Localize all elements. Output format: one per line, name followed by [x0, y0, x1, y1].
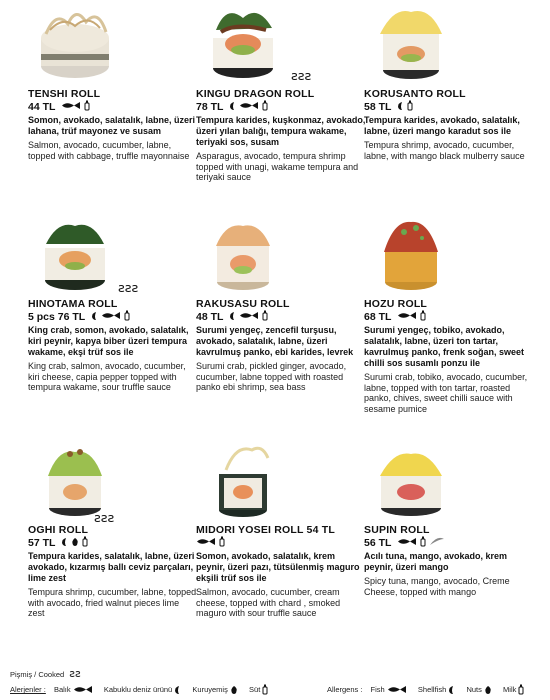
supin-roll-image	[364, 440, 459, 520]
legend-nuts: Kuruyemiş	[192, 685, 239, 694]
milk-icon	[124, 310, 130, 324]
menu-item	[364, 440, 534, 597]
item-name: OGHI ROLL	[28, 524, 89, 536]
item-name: HINOTAMA ROLL	[28, 298, 118, 310]
legend-fish: Balık	[54, 685, 94, 694]
item-description-tr: Tempura karides, avokado, salatalık, labne, üzeri mango karadut sos ile	[364, 115, 520, 136]
shellfish-icon	[229, 311, 236, 324]
cooked-icon: ꙅꙅꙅ	[94, 510, 115, 525]
cooked-icon: ꙅꙅꙅ	[291, 68, 312, 83]
item-name: RAKUSASU ROLL	[196, 298, 290, 310]
korusanto-roll-image	[364, 4, 459, 84]
menu-item	[28, 4, 198, 161]
legend-fish: Fish	[371, 685, 408, 694]
milk-icon	[262, 310, 268, 324]
sushi-photo	[196, 4, 312, 84]
item-description-tr: Surumi yengeç, tobiko, avokado, salatalık, labne, üzeri ton tartar, kavrulmuş panko, frenk soğan, sweet chilli sos susamlı ponzu ile	[364, 325, 525, 368]
shellfish-icon	[174, 685, 181, 697]
item-description-en: Spicy tuna, mango, avocado, Creme Cheese, topped with mango	[364, 576, 510, 597]
allergen-icons	[61, 100, 93, 114]
item-price: 5 pcs 76 TL	[28, 310, 198, 324]
milk-icon	[82, 536, 88, 550]
menu-item	[28, 440, 198, 619]
kingu-dragon-roll-image	[196, 4, 291, 84]
menu-item	[196, 214, 366, 393]
sushi-photo	[28, 4, 123, 84]
item-price: 58 TL	[364, 100, 534, 114]
cooked-legend	[10, 667, 81, 680]
tenshi-roll-image	[28, 4, 123, 84]
milk-icon	[420, 536, 426, 550]
legend-shellfish: Shellfish	[418, 685, 456, 694]
allergens-en-label: Allergens :	[327, 685, 363, 695]
sushi-photo	[364, 440, 459, 520]
allergen-icons	[229, 310, 271, 324]
item-price: 78 TL	[196, 100, 366, 114]
sushi-photo	[196, 440, 291, 520]
milk-icon	[262, 100, 268, 114]
hozu-roll-image	[364, 214, 459, 294]
item-name: KINGU DRAGON ROLL	[196, 88, 315, 100]
item-price	[196, 536, 366, 550]
item-description-tr: Acılı tuna, mango, avokado, krem peynir, üzeri mango	[364, 551, 508, 572]
legend-shellfish: Kabuklu deniz ürünü	[104, 685, 182, 694]
menu-item	[28, 214, 198, 393]
item-description-en: Surumi crab, pickled ginger, avocado, cucumber, labne topped with roasted panko ebi shrimp, sea bass	[196, 361, 347, 392]
allergen-icons	[397, 100, 416, 114]
milk-icon	[219, 536, 225, 550]
fish-icon	[196, 537, 216, 549]
item-price: 44 TL	[28, 100, 198, 114]
item-description-tr: Somon, avokado, salatalık, krem peynir, üzeri pazı, tütsülenmiş maguro ekşili trüf sos ile	[196, 551, 360, 583]
nuts-icon	[230, 685, 238, 697]
milk-icon	[84, 100, 90, 114]
item-name: KORUSANTO ROLL	[364, 88, 466, 100]
oghi-roll-image	[28, 440, 123, 520]
item-price: 57 TL	[28, 536, 198, 550]
hinotama-roll-image	[28, 214, 123, 294]
milk-icon	[420, 310, 426, 324]
item-name: MIDORI YOSEI ROLL 54 TL	[196, 524, 335, 536]
rakusasu-roll-image	[196, 214, 291, 294]
shellfish-icon	[448, 685, 455, 697]
item-price: 48 TL	[196, 310, 366, 324]
fish-icon	[61, 101, 81, 113]
milk-icon	[262, 684, 268, 697]
sushi-photo	[364, 4, 459, 84]
fish-icon	[387, 685, 407, 696]
allergen-icons	[196, 536, 228, 550]
fish-icon	[397, 537, 417, 549]
item-price: 56 TL	[364, 536, 534, 550]
item-price: 68 TL	[364, 310, 534, 324]
shellfish-icon	[397, 101, 404, 114]
item-description-en: King crab, salmon, avocado, cucumber, kiri cheese, capia pepper topped with tempura wakame, sour truffle sauce	[28, 361, 186, 392]
item-name: TENSHI ROLL	[28, 88, 101, 100]
cooked-icon: ꙅꙅ	[69, 668, 81, 680]
fish-icon	[239, 101, 259, 113]
allergen-icons	[397, 310, 429, 324]
legend-nuts: Nuts	[466, 685, 493, 694]
cooked-label: Pişmiş / Cooked	[10, 670, 65, 679]
cooked-icon: ꙅꙅꙅ	[118, 280, 139, 295]
milk-icon	[518, 684, 524, 697]
item-description-tr: Tempura karides, kuşkonmaz, avokado, üzeri yılan balığı, tempura wakame, teriyaki sos, susam	[196, 115, 366, 147]
shellfish-icon	[91, 311, 98, 324]
sushi-photo	[28, 440, 123, 525]
sushi-photo	[28, 214, 139, 295]
sushi-photo	[364, 214, 459, 294]
shell-icon	[429, 537, 445, 549]
allergens-en-legend	[327, 684, 533, 697]
allergens-tr-legend	[10, 684, 277, 697]
nuts-icon	[71, 537, 79, 550]
item-description-en: Surumi crab, tobiko, avocado, cucumber, labne, topped with ton tartar, roasted panko, chives, sweet chilli sauce with sesame pumice	[364, 372, 528, 414]
menu-item	[364, 214, 534, 414]
allergens-tr-label: Alerjenler :	[10, 685, 46, 695]
fish-icon	[239, 311, 259, 323]
nuts-icon	[484, 685, 492, 697]
milk-icon	[407, 100, 413, 114]
legend-milk: Milk	[503, 685, 525, 694]
fish-icon	[397, 311, 417, 323]
menu-item	[196, 4, 366, 183]
allergen-icons	[91, 310, 133, 324]
shellfish-icon	[61, 537, 68, 550]
item-name: HOZU ROLL	[364, 298, 428, 310]
item-description-tr: Tempura karides, salatalık, labne, üzeri avokado, kızarmış ballı ceviz parçaları, lime zest	[28, 551, 195, 583]
item-description-tr: Somon, avokado, salatalık, labne, üzeri lahana, trüf mayonez ve susam	[28, 115, 196, 136]
item-description-tr: King crab, somon, avokado, salatalık, kiri peynir, kapya biber üzeri tempura wakame, ekşi trüf sos ile	[28, 325, 189, 357]
midori-yosei-roll-image	[196, 440, 291, 520]
allergen-icons	[61, 536, 91, 550]
legend-milk: Süt	[249, 685, 269, 694]
sushi-photo	[196, 214, 291, 294]
menu-item	[364, 4, 534, 161]
item-description-en: Tempura shrimp, cucumber, labne, topped with avocado, fried walnut pieces lime zest	[28, 587, 197, 618]
item-description-tr: Surumi yengeç, zencefil turşusu, avokado, salatalık, labne, üzeri kavrulmuş panko, ebi karides, levrek	[196, 325, 354, 357]
allergen-icons	[229, 100, 271, 114]
menu-item	[196, 440, 366, 619]
item-description-en: Salmon, avocado, cucumber, labne, topped with cabbage, truffle mayonnaise	[28, 140, 190, 161]
fish-icon	[73, 685, 93, 696]
item-description-en: Asparagus, avocado, tempura shrimp topped with unagi, wakame tempura and teriyaki sauce	[196, 151, 359, 182]
item-description-en: Salmon, avocado, cucumber, cream cheese, topped with chard , smoked maguro with sour truffle sauce	[196, 587, 341, 618]
fish-icon	[101, 311, 121, 323]
item-description-en: Tempura shrimp, avocado, cucumber, labne, with mango black mulberry sauce	[364, 140, 525, 161]
allergen-icons	[397, 536, 448, 550]
shellfish-icon	[229, 101, 236, 114]
item-name: SUPIN ROLL	[364, 524, 430, 536]
